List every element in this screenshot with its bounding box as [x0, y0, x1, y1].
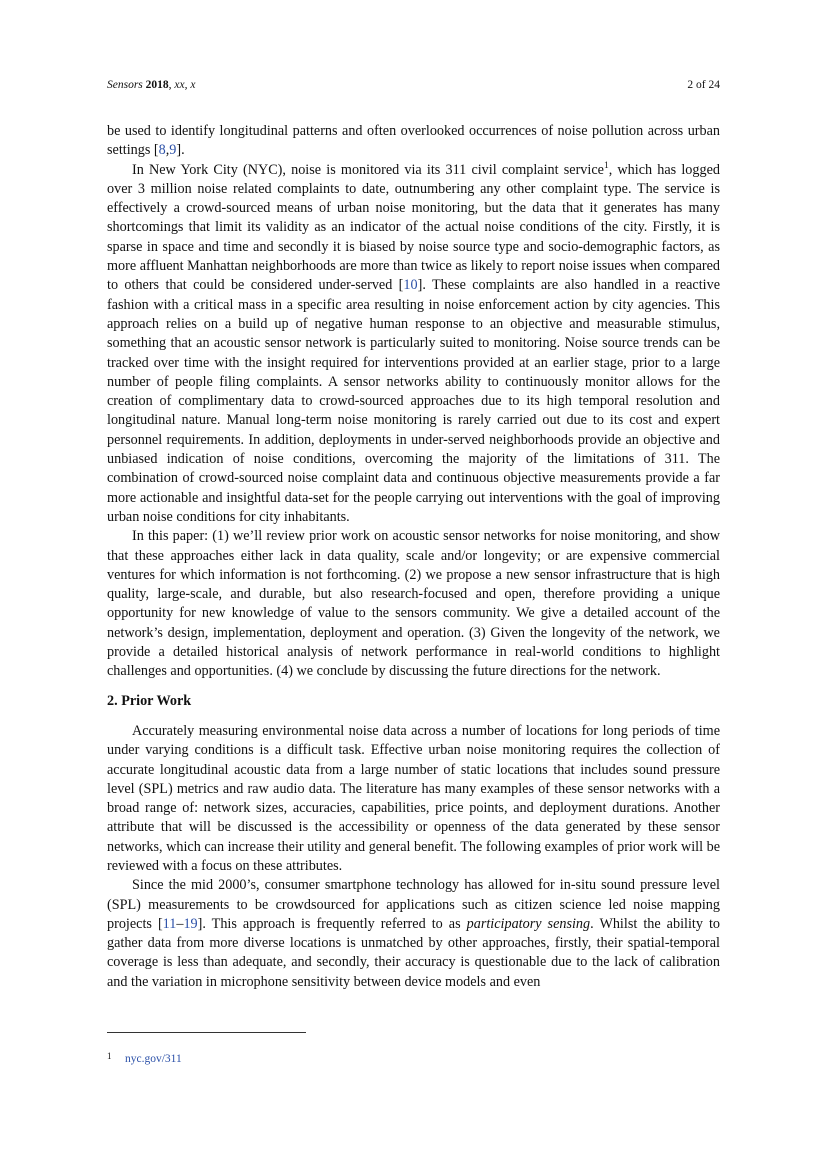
body-text [107, 122, 720, 992]
text-run: be used to identify longitudinal patterns and often overlooked occurrences of noise pollution across urban settings [ [107, 123, 720, 159]
footnote [107, 1048, 182, 1067]
running-header [107, 77, 720, 93]
page-number: 2 of 24 [687, 79, 720, 91]
text-run: In New York City (NYC), noise is monitored via its 311 civil complaint service [132, 161, 604, 178]
footnote-marker[interactable]: 1 [603, 160, 609, 171]
paragraph-5 [107, 876, 720, 992]
citation-link[interactable]: 19 [183, 915, 198, 932]
citation-link[interactable]: 10 [403, 277, 418, 294]
text-run: , which has logged over 3 million noise related complaints to date, outnumbering any other complaint type. The service is effectively a crowd-sourced means of urban noise monitoring, but the data that it generates has many shortcomings that limit its validity as an indicator of the actual noise conditions of the city. Firstly, it is sparse in space and time and secondly it is biased by noise source type and socio-demographic factors, as more affluent Manhattan neighborhoods are more than twice as likely to report noise issues when compared to others that could be considered under-served [ [107, 161, 720, 294]
paragraph-4: Accurately measuring environmental noise data across a number of locations for long periods of time under varying conditions is a difficult task. Effective urban noise monitoring requires the collection of accurate longitudinal acoustic data from a large number of static locations that includes sound pressure level (SPL) metrics and raw audio data. The literature has many examples of these sensor networks with a broad range of: network sizes, accuracies, capabilities, price points, and deployment durations. Another attribute that will be discussed is the accessibility or openness of the data generated by these sensor networks, which can increase their utility and general benefit. The following examples of prior work will be reviewed with a focus on these attributes. [107, 722, 720, 874]
text-run: Since the mid 2000’s, consumer smartphone technology has allowed for in-situ sound pressure level (SPL) measurements to be crowdsourced for applications such as citizen science led noise mapping projects [ [107, 877, 720, 932]
text-run: ]. [176, 142, 185, 159]
journal-citation [107, 77, 195, 93]
text-run: – [176, 915, 184, 932]
footnote-number: 1 [107, 1051, 112, 1061]
section-heading: 2. Prior Work [107, 692, 192, 709]
citation-link[interactable]: 9 [169, 142, 177, 159]
paragraph-3: In this paper: (1) we’ll review prior work on acoustic sensor networks for noise monitoring, and show that these approaches either lack in data quality, scale and/or longevity; or are expensive commercial ventures for which information is not forthcoming. (2) we propose a new sensor infrastructure that is high quality, large-scale, and durable, but also research-focused and open, therefore providing a unique opportunity for new knowledge of value to the sensors community. We give a detailed account of the network’s design, implementation, deployment and operation. (3) Given the longevity of the network, we provide a detailed historical analysis of network performance in real-world conditions to highlight challenges and opportunities. (4) we conclude by discussing the future directions for the network. [107, 528, 720, 680]
emphasis-term: participatory sensing [466, 915, 591, 932]
citation-link[interactable]: 11 [162, 915, 177, 932]
text-run: , [165, 142, 170, 159]
journal-volume: , xx, x [168, 79, 196, 91]
footnote-divider [107, 1032, 306, 1033]
text-run: ]. This approach is frequently referred to as [197, 915, 467, 932]
paragraph-2 [107, 161, 720, 528]
text-run: . Whilst the ability to gather data from more diverse locations is unmatched by other approaches, firstly, their spatial-temporal coverage is less than adequate, and secondly, their accuracy is questionable due to the lack of calibration and the variation in microphone sensitivity between device models and even [107, 915, 721, 990]
journal-year: 2018 [145, 79, 169, 91]
journal-name: Sensors [107, 79, 143, 91]
citation-link[interactable]: 8 [158, 142, 166, 159]
paragraph-1 [107, 122, 720, 161]
footnote-link[interactable]: nyc.gov/311 [125, 1053, 182, 1065]
text-run: ]. These complaints are also handled in a reactive fashion with a critical mass in a specific area resulting in noise enforcement action by city agencies. This approach relies on a build up of negative human response to an objective and measurable stimulus, something that an acoustic sensor network is particularly suited to monitoring. Noise source trends can be tracked over time with the insight required for interventions provided at an earlier stage, prior to a large number of people filing complaints. A sensor networks ability to continuously monitor allows for the creation of complimentary data to crowd-sourced approaches due to its high temporal resolution and longitudinal nature. Manual long-term noise monitoring is rarely carried out due to its cost and expert personnel requirements. In addition, deployments in under-served neighborhoods provide an objective and unbiased indication of noise conditions, overcoming the majority of the limitations of 311. The combination of crowd-sourced noise complaint data and continuous objective measurements provide a far more actionable and insightful data-set for the people carrying out interventions with the goal of improving urban noise conditions for city inhabitants. [107, 277, 720, 525]
